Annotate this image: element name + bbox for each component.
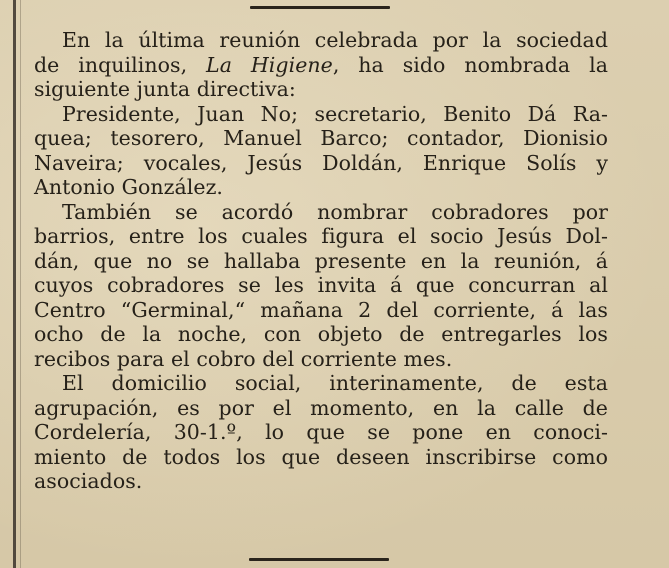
text-line: Presidente, Juan No; secretario, Benito Dá Ra- [62, 101, 608, 126]
paragraph-4 [34, 371, 608, 494]
text-line: ocho de la noche, con objeto de entregarles los [34, 322, 608, 346]
text-line: barrios, entre los cuales figura el socio Jesús Dol- [34, 224, 608, 248]
column-rule [13, 0, 16, 568]
text-line: quea; tesorero, Manuel Barco; contador, Dionisio [34, 126, 608, 150]
text-line: El domicilio social, interinamente, de esta [62, 371, 608, 395]
column-rule-thin [20, 0, 21, 568]
text-fragment: , ha sido nombrada la [332, 52, 608, 77]
separator-bottom [249, 558, 389, 561]
text-line [34, 53, 608, 78]
text-line: También se acordó nombrar cobradores por [62, 199, 608, 224]
paragraph-1 [34, 28, 608, 102]
text-fragment: de inquilinos, [34, 52, 188, 77]
text-line: miento de todos los que deseen inscribirse como [34, 444, 608, 469]
text-line: dán, que no se hallaba presente en la reunión, á [34, 248, 608, 273]
separator-top [250, 6, 390, 9]
text-line: siguiente junta directiva: [34, 77, 296, 101]
text-line: agrupación, es por el momento, en la calle de [34, 395, 608, 420]
text-line: cuyos cobradores se les invita á que concurran al [34, 273, 608, 297]
paragraph-3 [34, 200, 608, 372]
news-article [34, 28, 608, 494]
text-line: En la última reunión celebrada por la sociedad [62, 28, 608, 52]
text-line: Centro “Germinal,“ mañana 2 del corriente, á las [34, 297, 608, 322]
text-line: Cordelería, 30-1.º, lo que se pone en conoci- [34, 420, 608, 444]
text-line: asociados. [34, 469, 143, 493]
text-line: Naveira; vocales, Jesús Doldán, Enrique Solís y [34, 150, 608, 175]
text-line: recibos para el cobro del corriente mes. [34, 346, 453, 371]
text-line: Antonio González. [34, 175, 224, 199]
paragraph-2 [34, 102, 608, 200]
society-name: La Higiene [206, 52, 333, 77]
